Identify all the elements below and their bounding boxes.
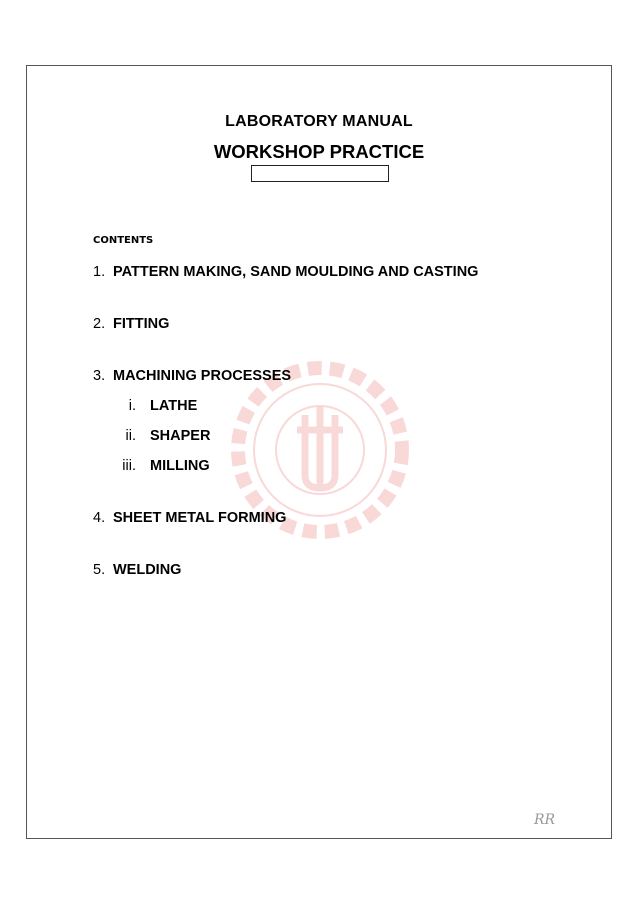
contents-subitem-2 bbox=[100, 428, 210, 444]
item-label: WELDING bbox=[113, 562, 182, 578]
contents-subitem-1 bbox=[100, 398, 197, 414]
item-label: PATTERN MAKING, SAND MOULDING AND CASTING bbox=[113, 264, 479, 280]
subitem-label: LATHE bbox=[150, 398, 198, 414]
title-box bbox=[251, 165, 389, 182]
contents-item-1 bbox=[93, 264, 478, 280]
item-label: SHEET METAL FORMING bbox=[113, 510, 287, 526]
subitem-label: SHAPER bbox=[150, 428, 211, 444]
contents-subitem-3 bbox=[100, 458, 210, 474]
author-initials: RR bbox=[534, 812, 556, 828]
item-label: MACHINING PROCESSES bbox=[113, 368, 292, 384]
subitem-number: iii. bbox=[122, 458, 136, 474]
subitem-label: MILLING bbox=[150, 458, 210, 474]
item-number: 5. bbox=[93, 562, 106, 578]
contents-item-2 bbox=[93, 316, 169, 332]
item-number: 2. bbox=[93, 316, 106, 332]
subitem-number: i. bbox=[128, 398, 136, 414]
subitem-number: ii. bbox=[125, 428, 136, 444]
contents-item-5 bbox=[93, 562, 181, 578]
contents-item-3 bbox=[93, 368, 291, 384]
item-number: 1. bbox=[93, 264, 106, 280]
manual-title: LABORATORY MANUAL bbox=[225, 113, 413, 130]
contents-item-4 bbox=[93, 510, 286, 526]
item-number: 4. bbox=[93, 510, 106, 526]
item-number: 3. bbox=[93, 368, 106, 384]
item-label: FITTING bbox=[113, 316, 170, 332]
subject-title: WORKSHOP PRACTICE bbox=[213, 141, 425, 162]
contents-heading: CONTENTS bbox=[93, 235, 154, 246]
